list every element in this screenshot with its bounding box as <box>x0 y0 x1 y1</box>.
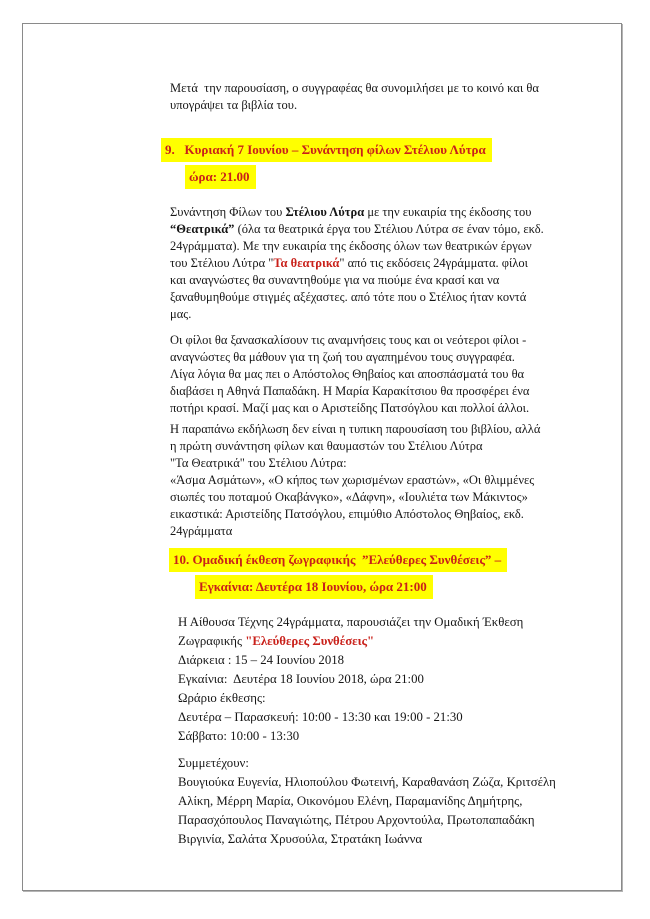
heading-9-time: ώρα: 21.00 <box>185 165 256 189</box>
section9-paragraph-1 <box>170 204 577 323</box>
body-text: σιωπές του ποταμού Οκαβάνγκο», «Δάφνη», «Ιουλιέτα των Μάκιντος» <box>170 490 528 504</box>
body-text: 24γράμματα). Με την ευκαιρία της έκδοσης όλων των θεατρικών έργων <box>170 239 532 253</box>
bold-text: “Θεατρικά” <box>170 222 235 236</box>
text-line <box>170 489 577 506</box>
text-line <box>178 651 577 670</box>
body-text: Σάββατο: 10:00 - 13:30 <box>178 729 300 743</box>
text-line <box>178 811 577 830</box>
body-text: εικαστικά: Αριστείδης Πατσόγλου, επιμύθιο Απόστολος Θηβαίος, εκδ. <box>170 507 524 521</box>
section9-paragraph-3 <box>170 421 577 540</box>
section9-paragraph-2 <box>170 332 577 417</box>
text-line <box>178 613 577 632</box>
intro-paragraph <box>170 80 577 114</box>
body-text: Η παραπάνω εκδήλωση δεν είναι η τυπικη παρουσίαση του βιβλίου, αλλά <box>170 422 541 436</box>
body-text: Αλίκη, Μέρρη Μαρία, Οικονόμου Ελένη, Παραμανίδης Δημήτρης, <box>178 794 523 808</box>
body-text: Ζωγραφικής <box>178 634 246 648</box>
text-line <box>170 366 577 383</box>
participants-heading: Συμμετέχουν: <box>178 756 249 770</box>
text-line <box>170 523 577 540</box>
text-line <box>178 792 577 811</box>
text-line <box>170 306 577 323</box>
body-text: «Άσμα Ασμάτων», «Ο κήπος των χωρισμένων εραστών», «Οι θλιμμένες <box>170 473 535 487</box>
red-emphasis-text: "Ελεύθερες Συνθέσεις" <box>245 634 375 648</box>
text-line <box>170 472 577 489</box>
heading-9-title: 9. Κυριακή 7 Ιουνίου – Συνάντηση φίλων Στέλιου Λύτρα <box>161 138 492 162</box>
red-emphasis-text: Τα θεατρικά <box>273 256 340 270</box>
body-text: με την ευκαιρία της έκδοσης του <box>364 205 532 219</box>
body-text: Ωράριο έκθεσης: <box>178 691 266 705</box>
body-text: ξαναθυμηθούμε στιγμές αξέχαστες. από τότε που ο Στέλιος ήταν κοντά <box>170 290 527 304</box>
text-line <box>170 97 577 114</box>
body-text: (όλα τα θεατρικά έργα του Στέλιου Λύτρα σε έναν τόμο, εκδ. <box>234 222 544 236</box>
body-text: "Τα Θεατρικά" του Στέλιου Λύτρα: <box>170 456 347 470</box>
text-line <box>170 255 577 272</box>
body-text: μας. <box>170 307 192 321</box>
body-text: η πρώτη συνάντηση φίλων και θαυμαστών του Στέλιου Λύτρα <box>170 439 483 453</box>
text-line <box>178 773 577 792</box>
body-text: Οι φίλοι θα ξανασκαλίσουν τις αναμνήσεις τους και οι νεότεροι φίλοι - <box>170 333 527 347</box>
text-line <box>170 289 577 306</box>
body-text: Εγκαίνια: Δευτέρα 18 Ιουνίου 2018, ώρα 21:00 <box>178 672 424 686</box>
body-text: Μετά την παρουσίαση, ο συγγραφέας θα συνομιλήσει με το κοινό και θα <box>170 81 539 95</box>
page-content <box>23 24 621 849</box>
body-text: και αναγνώστες θα συναντηθούμε για να πιούμε ένα κρασί και να <box>170 273 500 287</box>
text-line <box>170 506 577 523</box>
heading-10-title: 10. Ομαδική έκθεση ζωγραφικής ”Ελεύθερες Συνθέσεις” – <box>169 548 507 572</box>
text-line <box>170 383 577 400</box>
document-page <box>22 23 622 891</box>
body-text: υπογράψει τα βιβλία του. <box>170 98 298 112</box>
text-line <box>178 670 577 689</box>
body-text: Παρασχόπουλος Παναγιώτης, Πέτρου Αρχοντούλα, Πρωτοπαπαδάκη <box>178 813 535 827</box>
body-text: Διάρκεια : 15 – 24 Ιουνίου 2018 <box>178 653 345 667</box>
text-line <box>170 204 577 221</box>
section10-exhibition-info <box>178 613 577 746</box>
body-text: Βιργινία, Σαλάτα Χρυσούλα, Στρατάκη Ιωάννα <box>178 832 423 846</box>
text-line <box>178 830 577 849</box>
body-text: Συνάντηση Φίλων του <box>170 205 286 219</box>
text-line <box>178 689 577 708</box>
body-text: 24γράμματα <box>170 524 233 538</box>
text-line <box>170 421 577 438</box>
participants-names <box>178 773 577 849</box>
text-line <box>178 632 577 651</box>
text-line <box>170 349 577 366</box>
text-line <box>170 332 577 349</box>
text-line <box>170 400 577 417</box>
body-text: διαβάσει η Αθηνά Παπαδάκη. Η Μαρία Καρακίτσιου θα προσφέρει ένα <box>170 384 530 398</box>
body-text: Λίγα λόγια θα μας πει ο Απόστολος Θηβαίος και αποσπάσματά του θα <box>170 367 525 381</box>
body-text: του Στέλιου Λύτρα " <box>170 256 274 270</box>
section10-participants <box>178 754 577 849</box>
text-line <box>178 727 577 746</box>
text-line <box>178 708 577 727</box>
text-line <box>170 221 577 238</box>
body-text: Δευτέρα – Παρασκευή: 10:00 - 13:30 και 19:00 - 21:30 <box>178 710 463 724</box>
text-line <box>170 438 577 455</box>
body-text: Βουγιούκα Ευγενία, Ηλιοπούλου Φωτεινή, Καραθανάση Ζώζα, Κριτσέλη <box>178 775 556 789</box>
text-line <box>170 238 577 255</box>
body-text: αναγνώστες θα μάθουν για τη ζωή του αγαπημένου τους συγγραφέα. <box>170 350 515 364</box>
heading-10-opening: Εγκαίνια: Δευτέρα 18 Ιουνίου, ώρα 21:00 <box>195 575 433 599</box>
body-text: " από τις εκδόσεις 24γράμματα. φίλοι <box>339 256 528 270</box>
text-line <box>170 272 577 289</box>
body-text: ποτήρι κρασί. Μαζί μας και ο Αριστείδης Πατσόγλου και πολλοί άλλοι. <box>170 401 530 415</box>
body-text: Η Αίθουσα Τέχνης 24γράμματα, παρουσιάζει την Ομαδική Έκθεση <box>178 615 524 629</box>
bold-text: Στέλιου Λύτρα <box>285 205 365 219</box>
text-line <box>170 455 577 472</box>
text-line <box>170 80 577 97</box>
